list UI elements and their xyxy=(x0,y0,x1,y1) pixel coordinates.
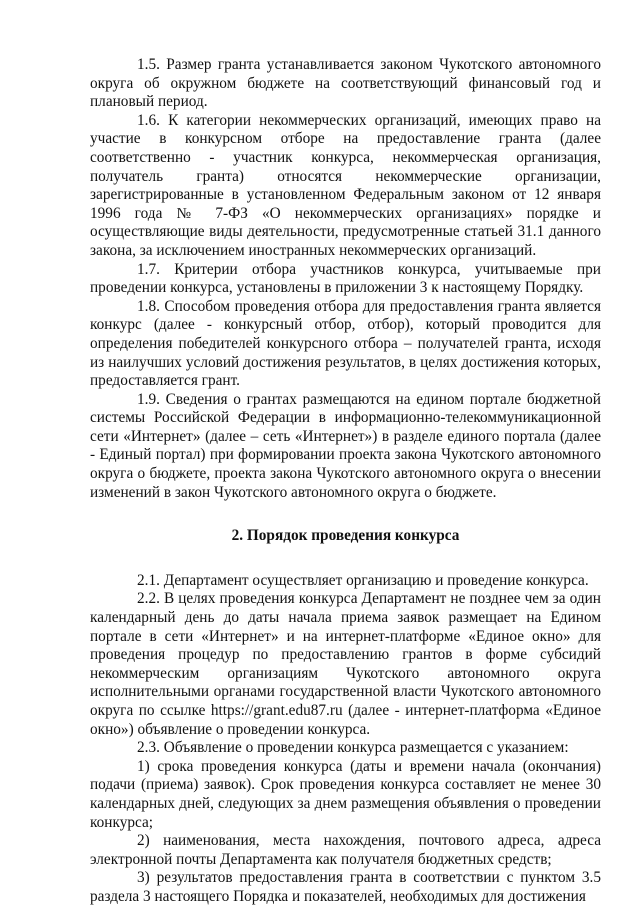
paragraph-1-9: 1.9. Сведения о грантах размещаются на едином портале бюджетной системы Российской Федерации в информационно-телекоммуникационной сети «Интернет» (далее – сеть «Интернет») в разделе единого портала (далее - Единый портал) при формировании проекта закона Чукотского автономного округа о бюджете, проекта закона Чукотского автономного округа о внесении изменений в закон Чукотского автономного округа о бюджете. xyxy=(90,390,601,501)
paragraph-2-2: 2.2. В целях проведения конкурса Департамент не позднее чем за один календарный день до даты начала приема заявок размещает на Едином портале в сети «Интернет» и на интернет-платформе «Единое окно» для проведения процедур по предоставлению грантов в форме субсидий некоммерческим организациям Чукотского автономного округа исполнительными органами государственной власти Чукотского автономного округа по ссылке https://grant.edu87.ru (далее - интернет-платформа «Единое окно») объявление о проведении конкурса. xyxy=(90,590,601,738)
paragraph-2-3: 2.3. Объявление о проведении конкурса размещается с указанием: xyxy=(137,739,569,757)
section-2-heading: 2. Порядок проведения конкурса xyxy=(231,527,460,545)
list-item-1: 1) срока проведения конкурса (даты и времени начала (окончания) подачи (приема) заявок). Срок проведения конкурса составляет не менее 30 календарных дней, следующих за днем размещения объявления о проведении конкурса; xyxy=(90,757,601,831)
paragraph-1-5: 1.5. Размер гранта устанавливается законом Чукотского автономного округа об окружном бюджете на соответствующий финансовый год и плановый период. xyxy=(90,56,601,111)
document-page xyxy=(90,56,601,907)
paragraph-1-7: 1.7. Критерии отбора участников конкурса, учитываемые при проведении конкурса, установлены в приложении 3 к настоящему Порядку. xyxy=(90,260,601,297)
list-item-3: 3) результатов предоставления гранта в соответствии с пунктом 3.5 раздела 3 настоящего Порядка и показателей, необходимых для достижения xyxy=(90,869,601,905)
paragraph-1-6: 1.6. К категории некоммерческих организаций, имеющих право на участие в конкурсном отборе на предоставление гранта (далее соответственно - участник конкурса, некоммерческая организация, получатель гранта) относятся некоммерческие организации, зарегистрированные в установленном Федеральным законом от 12 января 1996 года № 7-ФЗ «О некоммерческих организациях» порядке и осуществляющие виды деятельности, предусмотренные статьей 31.1 данного закона, за исключением иностранных некоммерческих организаций. xyxy=(90,111,601,259)
paragraph-1-8: 1.8. Способом проведения отбора для предоставления гранта является конкурс (далее - конкурсный отбор, отбор), который проводится для определения победителей конкурсного отбора – получателей гранта, исходя из наилучших условий достижения результатов, в целях достижения которых, предоставляется грант. xyxy=(90,297,601,390)
paragraph-2-1: 2.1. Департамент осуществляет организацию и проведение конкурса. xyxy=(137,571,589,589)
list-item-2: 2) наименования, места нахождения, почтового адреса, адреса электронной почты Департамента как получателя бюджетных средств; xyxy=(90,832,601,868)
